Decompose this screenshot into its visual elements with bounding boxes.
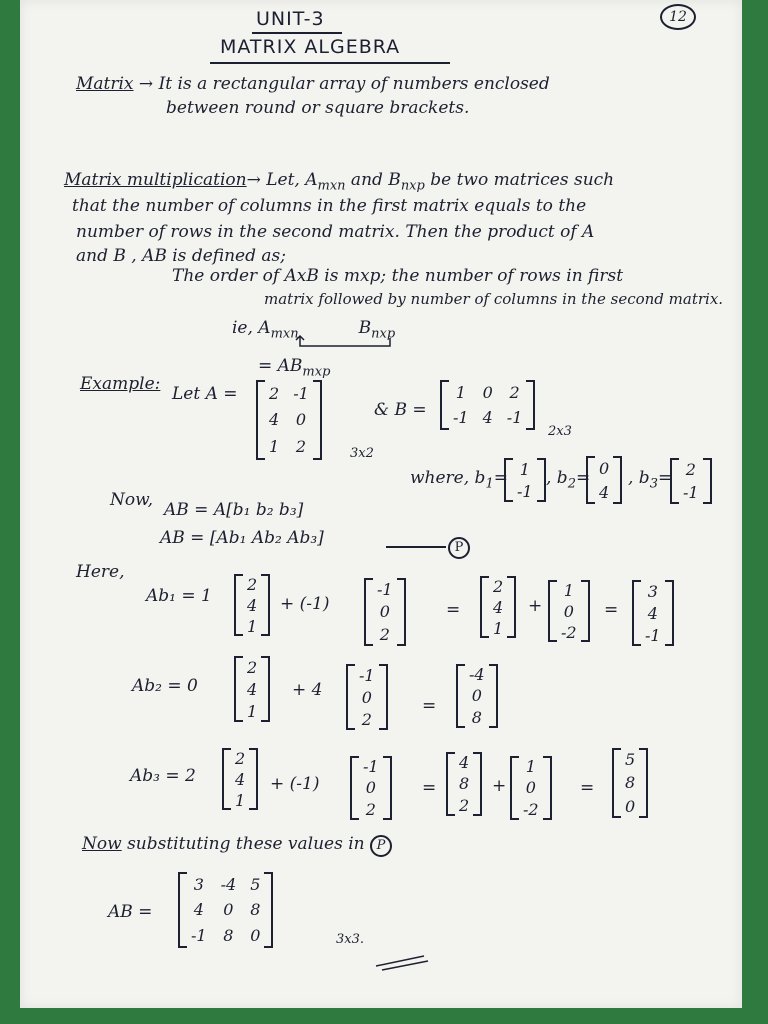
ab1-col-a2 — [364, 578, 406, 646]
mult-label: Matrix multiplication — [64, 170, 247, 190]
now-line2: AB = [Ab₁ Ab₂ Ab₃] — [160, 528, 324, 548]
ab1-plus: + — [528, 596, 543, 616]
bracket-right — [543, 756, 552, 820]
matrix-entry: 4 — [235, 770, 246, 789]
matrix-entry: 1 — [493, 619, 504, 638]
matrix-entry: 2 — [295, 437, 307, 457]
matrix-cells — [621, 748, 639, 818]
matrix-entry: -1 — [517, 481, 533, 501]
notebook-page — [20, 0, 742, 1008]
bracket-right — [261, 574, 270, 636]
mult-b-sub: nxp — [400, 178, 425, 194]
ref-p: P — [448, 537, 470, 559]
ab1-term2 — [548, 580, 590, 642]
matrix-entry: -1 — [377, 579, 393, 599]
bracket-left — [178, 872, 187, 948]
ie-b-sub: nxp — [371, 326, 396, 342]
ab-eq: = AB — [258, 356, 303, 376]
matrix-entry: 2 — [493, 577, 504, 596]
matrix-entry: -1 — [293, 383, 309, 403]
b2-sub: 2 — [567, 476, 576, 492]
matrix-entry: -1 — [363, 757, 379, 777]
ab-eq-sub: mxp — [302, 364, 331, 380]
ab3-plus: + — [492, 776, 507, 796]
ab2-result — [456, 664, 498, 728]
where-b: where, b — [410, 468, 486, 488]
arrow-icon: → — [246, 170, 267, 190]
matrix-entry: 2 — [361, 709, 372, 729]
matrix-cells — [187, 872, 264, 948]
matrix-entry: -1 — [359, 665, 375, 685]
matrix-entry: -1 — [683, 483, 699, 502]
matrix-b — [440, 380, 535, 430]
matrix-cells — [519, 756, 543, 820]
matrix-cells — [557, 580, 581, 642]
bracket-left — [586, 456, 595, 504]
bracket-right — [313, 380, 322, 460]
ab3-result — [612, 748, 648, 818]
ab3-term2 — [510, 756, 552, 820]
bracket-right — [507, 576, 516, 638]
bracket-left — [612, 748, 621, 818]
matrix-entry: 0 — [525, 778, 536, 798]
matrix-entry: 2 — [459, 795, 470, 815]
bracket-left — [234, 656, 243, 722]
matrix-entry: 2 — [365, 799, 376, 819]
bracket-left — [234, 574, 243, 636]
equation-ref — [448, 536, 470, 559]
mult-and: and B — [345, 170, 401, 190]
unit-underline — [252, 32, 342, 34]
matrix-entry: 0 — [482, 383, 493, 402]
bracket-left — [364, 578, 373, 646]
bracket-left — [446, 752, 455, 816]
matrix-entry: 4 — [459, 753, 470, 773]
matrix-cells — [679, 458, 703, 504]
ref-line — [386, 546, 446, 548]
ab3-col-a1 — [222, 748, 258, 810]
matrix-entry: 0 — [625, 796, 636, 816]
bracket-right — [581, 580, 590, 642]
column-b3 — [670, 458, 712, 504]
matrix-cells — [359, 756, 383, 820]
matrix-entry: 2 — [235, 749, 246, 768]
bracket-left — [222, 748, 231, 810]
ab2-eq: = — [422, 696, 437, 716]
page-number: 12 — [660, 4, 696, 30]
matrix-cells — [243, 574, 261, 636]
bracket-right — [473, 752, 482, 816]
matrix-entry: -1 — [506, 408, 523, 427]
ab1-result — [632, 580, 674, 646]
subst-line — [82, 834, 392, 857]
bracket-left — [510, 756, 519, 820]
matrix-entry: 1 — [519, 459, 530, 479]
bracket-right — [383, 756, 392, 820]
matrix-entry: 1 — [247, 701, 258, 721]
ab2-plus-4: + 4 — [292, 680, 323, 700]
now-line1: AB = A[b₁ b₂ b₃] — [164, 500, 304, 520]
bracket-right — [703, 458, 712, 504]
ie-a-sub: mxn — [270, 326, 299, 342]
mult-line3: number of rows in the second matrix. Then the product of A — [76, 222, 595, 242]
matrix-entry: 8 — [250, 900, 261, 920]
matrix-entry: 0 — [361, 687, 372, 707]
matrix-entry: 2 — [247, 657, 258, 677]
matrix-entry: -2 — [523, 799, 539, 819]
matrix-cells — [355, 664, 379, 730]
ab3-plus-neg1: + (-1) — [270, 774, 320, 794]
matrix-entry: 0 — [250, 925, 261, 945]
ab3-eq2: = — [580, 778, 595, 798]
matrix-entry: 1 — [563, 581, 574, 600]
b2-label: , $b_2=$ — [546, 468, 591, 492]
matrix-entry: 0 — [223, 900, 234, 920]
matrix-entry: 5 — [250, 875, 261, 895]
matrix-a-order: 3x2 — [350, 446, 374, 461]
unit-title: UNIT-3 — [256, 8, 325, 30]
matrix-entry: -1 — [191, 925, 207, 945]
def-matrix-line1 — [76, 74, 550, 94]
mult-line6: matrix followed by number of columns in the second matrix. — [264, 290, 724, 308]
matrix-entry: 4 — [482, 408, 493, 427]
matrix-entry: 0 — [563, 602, 574, 621]
mult-end: be two matrices such — [424, 170, 615, 190]
matrix-entry: 4 — [247, 679, 258, 699]
matrix-entry: 4 — [269, 410, 280, 430]
bracket-right — [613, 456, 622, 504]
bracket-right — [526, 380, 535, 430]
b3-sub: 3 — [649, 476, 658, 492]
def-matrix-label: Matrix — [76, 74, 134, 94]
mult-line2: that the number of columns in the first matrix equals to the — [72, 196, 587, 216]
column-b2 — [586, 456, 622, 504]
result-order: 3x3. — [336, 932, 365, 947]
bracket-left — [548, 580, 557, 642]
ab1-eq: = — [446, 600, 461, 620]
arrow-icon: → — [133, 74, 159, 94]
matrix-cells — [373, 578, 397, 646]
matrix-entry: 1 — [269, 437, 280, 457]
matrix-entry: -2 — [561, 623, 577, 642]
bracket-right — [639, 748, 648, 818]
bracket-right — [249, 748, 258, 810]
matrix-cells — [489, 576, 507, 638]
mult-let: Let, A — [266, 170, 318, 190]
bracket-left — [456, 664, 465, 728]
where-label: where, $b_1=$ — [410, 468, 508, 492]
matrix-entry: 4 — [647, 603, 658, 623]
matrix-b-order: 2x3 — [548, 424, 572, 439]
matrix-entry: 8 — [625, 773, 636, 793]
ab1-col-a1 — [234, 574, 270, 636]
result-label: AB = — [108, 902, 153, 922]
matrix-entry: 3 — [647, 581, 658, 601]
ab3-col-a2 — [350, 756, 392, 820]
matrix-entry: -1 — [645, 625, 661, 645]
subst-now: Now — [82, 834, 122, 854]
bracket-left — [346, 664, 355, 730]
matrix-entry: 8 — [459, 774, 470, 794]
mult-line5: The order of AxB is mxp; the number of rows in first — [172, 266, 624, 286]
def-matrix-line2: between round or square brackets. — [166, 98, 470, 118]
subst-text: substituting these values in — [121, 834, 365, 854]
title-underline — [210, 62, 450, 64]
ab3-label: Ab₃ = 2 — [130, 766, 196, 786]
bracket-right — [397, 578, 406, 646]
connector-arrow-icon — [290, 334, 400, 352]
bracket-right — [489, 664, 498, 728]
matrix-entry: -1 — [453, 408, 469, 427]
matrix-cells — [465, 664, 489, 728]
bracket-left — [632, 580, 641, 646]
ab2-label: Ab₂ = 0 — [132, 676, 198, 696]
matrix-entry: 0 — [599, 458, 610, 478]
matrix-entry: 2 — [379, 625, 390, 645]
and-b-label: & B = — [374, 400, 427, 420]
ie-a: ie, A — [232, 318, 271, 338]
matrix-entry: 3 — [193, 875, 204, 895]
ab2-col-a1 — [234, 656, 270, 722]
ie-b: B — [358, 318, 372, 338]
ab1-plus-neg1: + (-1) — [280, 594, 330, 614]
matrix-entry: 0 — [379, 602, 390, 622]
matrix-entry: 2 — [269, 383, 280, 403]
matrix-cells — [449, 380, 526, 430]
bracket-right — [379, 664, 388, 730]
matrix-entry: 2 — [509, 383, 520, 402]
matrix-entry: 8 — [471, 707, 482, 727]
ab-order — [258, 356, 330, 379]
matrix-entry: 0 — [471, 686, 482, 706]
subst-ref: P — [370, 835, 392, 857]
let-a-label: Let A = — [172, 384, 238, 404]
matrix-a — [256, 380, 322, 460]
mult-a-sub: mxn — [317, 178, 346, 194]
ab3-term1 — [446, 752, 482, 816]
here-label: Here, — [76, 562, 125, 582]
matrix-entry: 2 — [247, 575, 258, 594]
main-title: MATRIX ALGEBRA — [220, 36, 401, 58]
matrix-entry: 4 — [193, 900, 204, 920]
matrix-entry: 0 — [365, 778, 376, 798]
bracket-right — [665, 580, 674, 646]
matrix-cells — [231, 748, 249, 810]
matrix-entry: 1 — [247, 617, 258, 636]
bracket-left — [504, 458, 513, 502]
matrix-entry: 1 — [525, 757, 536, 777]
b3-label: , $b_3=$ — [628, 468, 673, 492]
matrix-entry: 1 — [455, 383, 466, 402]
bracket-right — [264, 872, 273, 948]
ab1-term1 — [480, 576, 516, 638]
matrix-cells — [265, 380, 313, 460]
bracket-right — [537, 458, 546, 502]
matrix-cells — [641, 580, 665, 646]
matrix-entry: 4 — [247, 596, 258, 615]
column-b1 — [504, 458, 546, 502]
matrix-cells — [243, 656, 261, 722]
now-label: Now, — [110, 490, 154, 510]
mult-line1 — [64, 170, 614, 193]
result-matrix — [178, 872, 273, 948]
bracket-left — [480, 576, 489, 638]
bracket-right — [261, 656, 270, 722]
matrix-cells — [595, 456, 613, 504]
def-matrix-text1: It is a rectangular array of numbers enclosed — [158, 74, 550, 94]
matrix-entry: 5 — [625, 750, 636, 770]
bracket-left — [440, 380, 449, 430]
bracket-left — [256, 380, 265, 460]
example-label: Example: — [80, 374, 161, 394]
matrix-cells — [455, 752, 473, 816]
matrix-entry: 0 — [295, 410, 307, 430]
end-mark-icon — [372, 952, 432, 972]
matrix-cells — [513, 458, 537, 502]
matrix-entry: 4 — [599, 482, 610, 502]
ab1-eq2: = — [604, 600, 619, 620]
matrix-entry: 8 — [223, 925, 234, 945]
matrix-entry: -4 — [220, 875, 237, 895]
matrix-entry: 1 — [235, 791, 246, 810]
b1-sub: 1 — [485, 476, 494, 492]
matrix-entry: -4 — [469, 665, 485, 685]
ab2-col-a2 — [346, 664, 388, 730]
ab3-eq: = — [422, 778, 437, 798]
ab1-label: Ab₁ = 1 — [146, 586, 212, 606]
bracket-left — [670, 458, 679, 504]
mult-line4: and B , AB is defined as; — [76, 246, 286, 266]
matrix-entry: 2 — [685, 460, 696, 479]
bracket-left — [350, 756, 359, 820]
matrix-entry: 4 — [493, 598, 504, 617]
